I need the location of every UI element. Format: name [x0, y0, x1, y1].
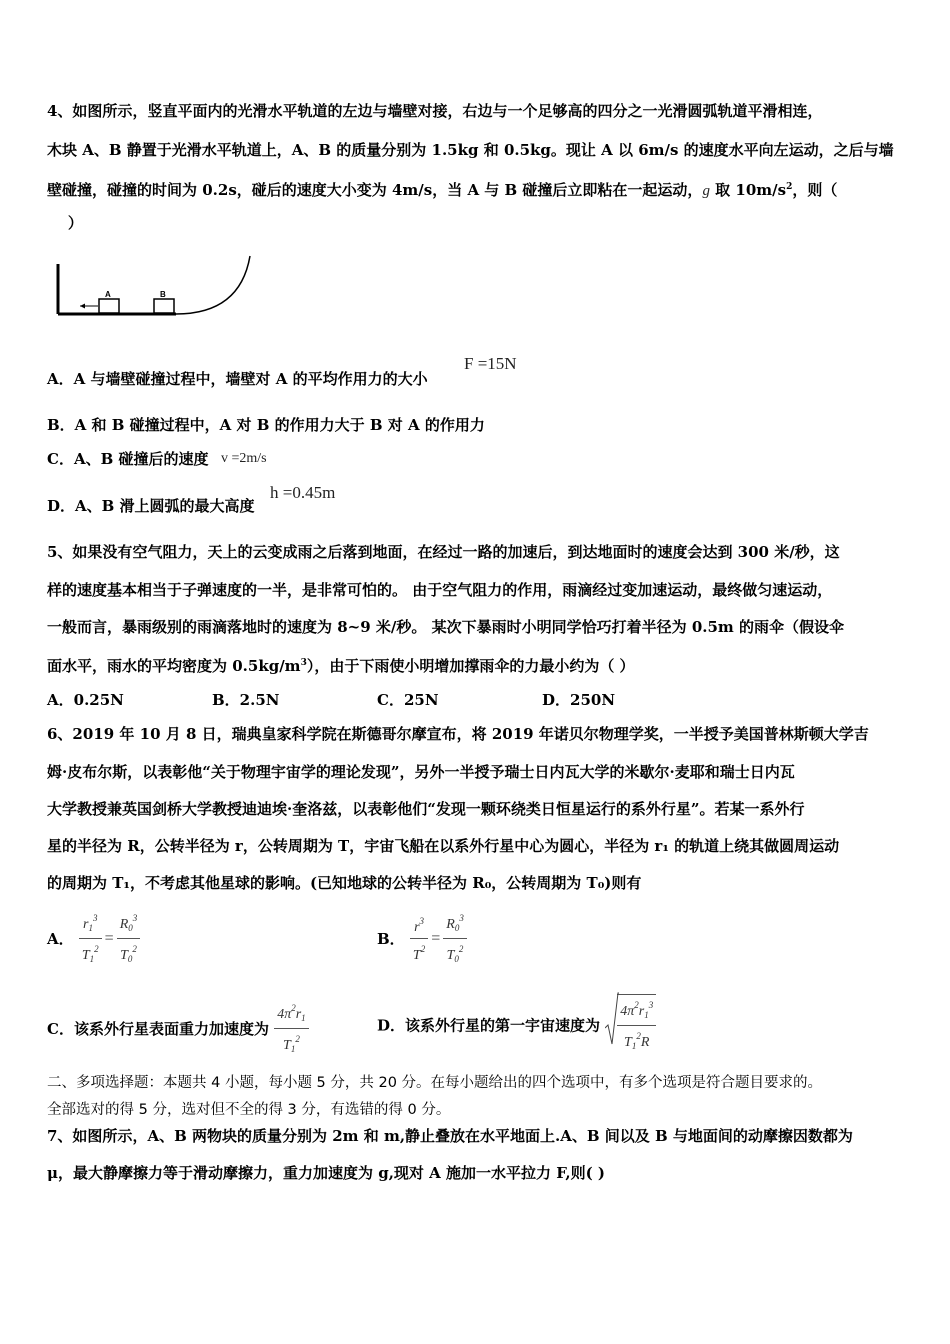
block-b-label: B — [160, 290, 166, 299]
q6-option-a-label: A． — [47, 930, 74, 948]
q6-option-b: B． $\frac{r^3}{T^2}$ = $\frac{R_0^3}{T_0^2}$ — [377, 908, 467, 969]
q4-option-c: C．A、B 碰撞后的速度 — [47, 450, 209, 468]
q6-option-d-sqrt — [605, 994, 656, 1056]
q5-density-sup: 3 — [300, 658, 307, 668]
q4-option-a-text: A．A 与墙壁碰撞过程中，墙壁对 A 的平均作用力的大小 — [47, 370, 428, 388]
q5-option-c: C．25N — [377, 691, 439, 709]
block-b — [154, 299, 174, 313]
q6-line-2: 姆·皮布尔斯，以表彰他“关于物理宇宙学的理论发现”，另外一半授予瑞士日内瓦大学的米歇尔·麦耶和瑞士日内瓦 — [47, 763, 795, 781]
q4-option-a-formula: F =15N — [464, 354, 517, 373]
section-2-line-2: 全部选对的得 5 分，选对但不全的得 3 分，有选错的得 0 分。 — [47, 1102, 451, 1118]
q4-option-d: D．A、B 滑上圆弧的最大高度 — [47, 497, 255, 515]
q5-line-1: 5、如果没有空气阻力，天上的云变成雨之后落到地面，在经过一路的加速后，到达地面时的速度会达到 300 米/秒，这 — [47, 543, 840, 561]
q4-line-3-end: ，则（ — [792, 181, 838, 199]
q5-line-4 — [47, 653, 635, 676]
q7-line-1: 7、如图所示，A、B 两物块的质量分别为 2m 和 m,静止叠放在水平地面上.A、B 间以及 B 与地面间的动摩擦因数都为 — [47, 1127, 853, 1145]
q6-option-c-label: C．该系外行星表面重力加速度为 — [47, 1020, 269, 1038]
q5-line-2: 样的速度基本相当于子弹速度的一半，是非常可怕的。 由于空气阻力的作用，雨滴经过变加速运动，最终做匀速运动， — [47, 581, 833, 599]
q6-option-c — [47, 998, 309, 1059]
q4-line-4: ） — [47, 214, 83, 232]
q4-line-3-text: 壁碰撞，碰撞的时间为 0.2s，碰后的速度大小变为 4m/s，当 A 与 B 碰撞后立即粘在一起运动， — [47, 181, 703, 199]
q6-line-1: 6、2019 年 10 月 8 日，瑞典皇家科学院在斯德哥尔摩宣布，将 2019 年诺贝尔物理学奖，一半授予美国普林斯顿大学吉 — [47, 725, 869, 743]
q6-line-3: 大学教授兼英国剑桥大学教授迪迪埃·奎洛兹，以表彰他们“发现一颗环绕类日恒星运行的系外行星”。若某一系外行 — [47, 800, 805, 818]
q5-option-d: D．250N — [542, 691, 616, 709]
q4-line-3 — [47, 177, 837, 201]
block-a-label: A — [105, 290, 111, 299]
q6-option-a-rhs-fraction: $\frac{R_0^3}{T_0^2}$ — [117, 908, 141, 969]
q4-g-symbol: g — [702, 183, 710, 199]
radical-sign-icon — [605, 992, 619, 1046]
q4-option-c-formula: v =2m/s — [221, 451, 267, 466]
q5-line-4-end: ），由于下雨使小明增加撑雨伞的力最小约为（ ） — [306, 657, 635, 675]
q5-line-3: 一般而言，暴雨级别的雨滴落地时的速度为 8~9 米/秒。 某次下暴雨时小明同学恰巧打着半径为 0.5m 的雨伞（假设伞 — [47, 618, 845, 636]
q5-line-4-text: 面水平，雨水的平均密度为 0.5kg/m — [47, 657, 301, 675]
q6-option-d-fraction: $\frac{4\pi^2r_1^3}{T_1^2R}$ — [617, 995, 656, 1056]
quarter-arc-track — [176, 256, 250, 314]
q4-option-a — [47, 369, 428, 389]
block-a — [99, 299, 119, 313]
q4-g-value: 取 10m/s — [709, 181, 787, 199]
q6-option-d — [377, 994, 656, 1056]
q6-line-4: 星的半径为 R，公转半径为 r，公转周期为 T，宇宙飞船在以系外行星中心为圆心，半径为 r₁ 的轨道上绕其做圆周运动 — [47, 837, 840, 855]
q4-line-1: 4、如图所示，竖直平面内的光滑水平轨道的左边与墙壁对接，右边与一个足够高的四分之一光滑圆弧轨道平滑相连， — [47, 102, 823, 120]
q4-option-b: B．A 和 B 碰撞过程中，A 对 B 的作用力大于 B 对 A 的作用力 — [47, 416, 485, 434]
q6-option-b-lhs-fraction: $\frac{r^3}{T^2}$ — [410, 911, 428, 966]
q6-option-d-label: D．该系外行星的第一宇宙速度为 — [377, 1016, 601, 1035]
q6-option-c-fraction: $\frac{4\pi^2r_1}{T_1^2}$ — [274, 998, 308, 1059]
q5-option-a: A．0.25N — [47, 691, 124, 709]
q4-line-2: 木块 A、B 静置于光滑水平轨道上，A、B 的质量分别为 1.5kg 和 0.5kg。现让 A 以 6m/s 的速度水平向左运动，之后与墙 — [47, 141, 894, 159]
section-2-line-1: 二、多项选择题：本题共 4 小题，每小题 5 分，共 20 分。在每小题给出的四个选项中，有多个选项是符合题目要求的。 — [47, 1075, 823, 1091]
q4-g-sup: 2 — [786, 182, 793, 192]
velocity-arrowhead — [80, 304, 85, 309]
q4-option-d-formula: h =0.45m — [270, 483, 336, 502]
q6-option-b-rhs-fraction: $\frac{R_0^3}{T_0^2}$ — [443, 908, 467, 969]
q4-track-figure — [50, 252, 260, 322]
q6-option-b-label: B． — [377, 930, 405, 948]
q6-option-a: A． $\frac{r_1^3}{T_1^2}$ = $\frac{R_0^3}{T_0^2}$ — [47, 908, 140, 969]
q6-option-a-lhs-fraction: $\frac{r_1^3}{T_1^2}$ — [79, 908, 102, 969]
q7-line-2: μ，最大静摩擦力等于滑动摩擦力，重力加速度为 g,现对 A 施加一水平拉力 F,则( ) — [47, 1164, 605, 1182]
q6-line-5: 的周期为 T₁，不考虑其他星球的影响。(已知地球的公转半径为 R₀，公转周期为 T₀)则有 — [47, 874, 642, 892]
q5-option-b: B．2.5N — [212, 691, 280, 709]
